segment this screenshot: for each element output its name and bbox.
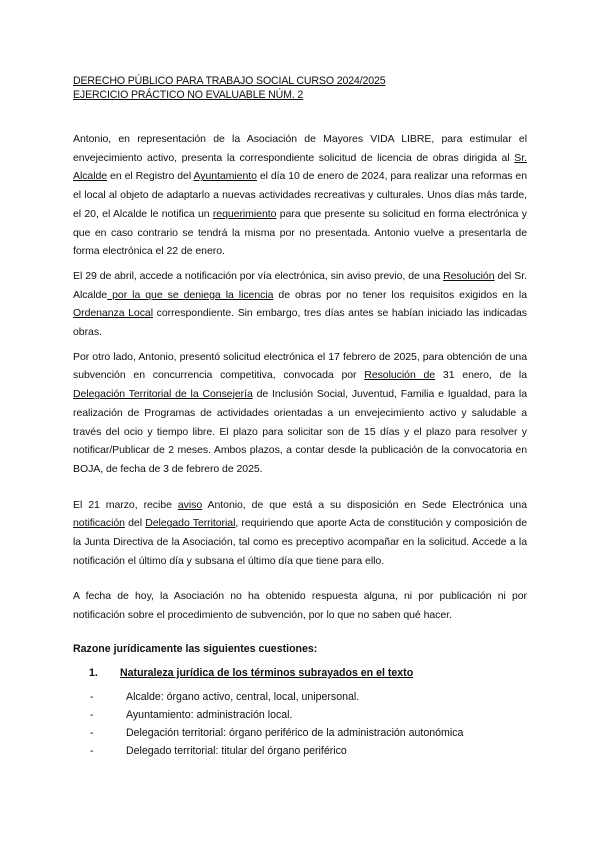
underlined-term: Resolución [443,269,495,282]
paragraph-1: Antonio, en representación de la Asociación de Mayores VIDA LIBRE, para estimular el envejecimiento activo, presenta la correspondiente solicitud de licencia de obras dirigida al Sr. Alcalde en el Registro del Ayuntamiento el día 10 de enero de 2024, para realizar una reformas en el local al objeto de adaptarlo a nuevas actividades recreativas y culturales. Unos días más tarde, el 20, el Alcalde le notifica un requerimiento para que presente su solicitud en forma electrónica y que en caso contrario se tendrá la misma por no presentada. Antonio vuelve a presentarla de forma electrónica el 22 de enero. [73,133,527,258]
underlined-term: notificación [73,517,125,530]
underlined-term: aviso [177,498,203,511]
paragraph-2: El 29 de abril, accede a notificación por vía electrónica, sin aviso previo, de una Resolución del Sr. Alcalde por la que se deniega la licencia de obras por no tener los requisitos exigidos en la Ordenanza Local correspondiente. Sin embargo, tres días antes se habían iniciado las indicadas obras. [73,269,527,339]
document-header [73,74,527,102]
course-title: DERECHO PÚBLICO PARA TRABAJO SOCIAL CURSO 2024/2025 [73,75,386,87]
underlined-term: Ayuntamiento [193,170,257,183]
dash-bullet: - [90,690,94,703]
paragraph-4: El 21 marzo, recibe aviso Antonio, de que está a su disposición en Sede Electrónica una notificación del Delegado Territorial, requiriendo que aporte Acta de constitución y composición de la Junta Directiva de la Asociación, tal como es preceptivo acompañar en la solicitud. Accede a la notificación el último día y subsana el último día que tiene para ello. [73,498,528,567]
exercise-title: EJERCICIO PRÁCTICO NO EVALUABLE NÚM. 2 [73,89,304,101]
question-item [73,664,527,682]
answer-text: Delegado territorial: titular del órgano periférico [126,744,347,757]
underlined-term: Delegado Territorial [145,517,236,530]
answer-text: Alcalde: órgano activo, central, local, unipersonal. [126,690,360,703]
dash-bullet: - [90,744,94,757]
answer-item [73,688,527,706]
paragraph-3: Por otro lado, Antonio, presentó solicitud electrónica el 17 febrero de 2025, para obtención de una subvención en concurrencia competitiva, convocada por Resolución de 31 enero, de la Delegación Territorial de la Consejería de Inclusión Social, Juventud, Familia e Igualdad, para la realización de Programas de actividades orientadas a un envejecimiento activo y saludable a través del ocio y tiempo libre. El plazo para solicitar son de 15 días y el plazo para resolver y notificar/Publicar de 2 meses. Ambos plazos, a contar desde la publicación de la convocatoria en BOJA, de fecha de 3 de febrero de 2025. [73,350,528,475]
answer-list [73,688,527,760]
dash-bullet: - [90,708,94,721]
underlined-term: por la que se deniega la licencia [107,288,274,301]
answer-item [73,742,527,760]
answer-item [73,724,527,742]
answer-text: Delegación territorial: órgano periférico de la administración autonómica [126,726,464,739]
dash-bullet: - [90,726,94,739]
underlined-term: Delegación Territorial de la Consejería [73,388,253,401]
question-text: Naturaleza jurídica de los términos subrayados en el texto [120,666,414,679]
underlined-term: Sr. Alcalde [73,151,527,183]
questions-heading: Razone jurídicamente las siguientes cuestiones: [73,642,318,655]
questions-list [73,664,527,682]
underlined-term: requerimiento [212,207,277,220]
answer-item [73,706,527,724]
answer-text: Ayuntamiento: administración local. [126,708,293,721]
document-body [73,74,527,760]
underlined-term: Ordenanza Local [73,307,153,320]
paragraph-5: A fecha de hoy, la Asociación no ha obtenido respuesta alguna, ni por publicación ni por notificación sobre el procedimiento de subvención, por lo que no saben qué hacer. [73,590,527,622]
question-number: 1. [89,666,98,679]
underlined-term: Resolución de [364,369,436,382]
